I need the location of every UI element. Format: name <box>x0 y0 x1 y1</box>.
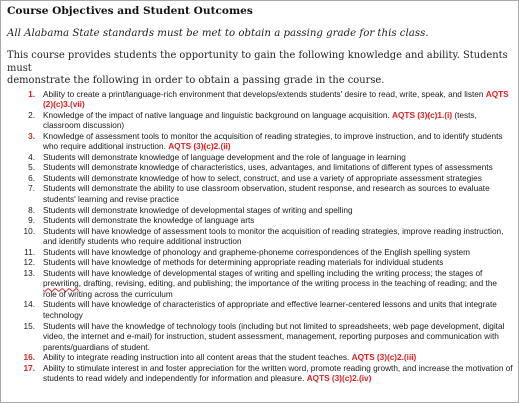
outcome-number: 15. <box>23 321 35 331</box>
outcome-number: 13. <box>23 268 35 278</box>
outcome-text: Ability to create a print/language-rich environment that develops/extends students' desire to read, write, speak, and listen <box>43 89 486 99</box>
outcome-text: Students will demonstrate knowledge of language development and the role of language in learning <box>43 152 406 162</box>
outcome-text: Students will demonstrate knowledge of developmental stages of writing and spelling <box>43 205 353 215</box>
aqts-standard-code: AQTS (3)(c)2.(ii) <box>168 142 231 152</box>
outcome-text: Students will have knowledge of assessment tools to monitor the acquisition of reading strategies, improve reading instruction, and identify students who require additional instruction <box>43 226 504 247</box>
aqts-standard-code: AQTS (3)(c)1.(i) <box>392 110 453 120</box>
outcome-number: 4. <box>28 152 35 162</box>
outcome-item <box>7 364 513 385</box>
outcome-number: 16. <box>23 353 35 363</box>
outcome-item <box>7 216 513 227</box>
intro-line-2: demonstrate the following in order to obtain a passing grade in the course. <box>7 75 385 86</box>
outcome-number: 12. <box>23 258 35 268</box>
outcome-item <box>7 174 513 185</box>
outcome-text: Knowledge of assessment tools to monitor the acquisition of reading strategies, to improve instruction, and to identify students who require additional instruction. <box>43 131 503 152</box>
outcome-number: 3. <box>28 131 35 141</box>
outcomes-list <box>7 90 513 385</box>
outcome-text: Ability to integrate reading instruction into all content areas that the student teaches. <box>43 353 352 363</box>
outcome-number: 6. <box>28 173 35 183</box>
outcome-number: 1. <box>28 89 35 99</box>
aqts-standard-code: AQTS (3)(c)2.(iii) <box>351 353 417 363</box>
outcome-number: 17. <box>23 363 35 373</box>
outcome-text: Students will have knowledge of methods for determining appropriate reading materials for individual students <box>43 258 444 268</box>
outcome-item <box>7 258 513 269</box>
section-heading: Course Objectives and Student Outcomes <box>7 5 253 17</box>
outcome-item <box>7 153 513 164</box>
outcome-item <box>7 184 513 205</box>
outcome-number: 7. <box>28 184 35 194</box>
outcome-text: Students will have the knowledge of technology tools (including but not limited to spreadsheets, web page development, digital video, the internet and e-mail) for instruction, student assessment, management, reporting purposes and communication with parents/guardians of student. <box>43 321 505 352</box>
aqts-standard-code: AQTS (3)(c)2.(iv) <box>306 374 372 384</box>
outcome-note: (tests, classroom discussion) <box>43 110 477 131</box>
outcome-item <box>7 248 513 259</box>
intro-paragraph <box>7 50 513 88</box>
standards-note: All Alabama State standards must be met to obtain a passing grade for this class. <box>7 28 429 39</box>
outcome-number: 9. <box>28 216 35 226</box>
spellcheck-flagged-word: prewriting <box>43 279 79 289</box>
outcome-number: 8. <box>28 205 35 215</box>
outcome-item <box>7 353 513 364</box>
intro-line-1: This course provides students the opportunity to gain the following knowledge and ability. Students must <box>7 50 508 74</box>
document-content <box>7 5 513 385</box>
outcome-text: Students will demonstrate knowledge of characteristics, uses, advantages, and limitations of different types of assessments <box>43 163 493 173</box>
outcome-text: Students will have knowledge of characteristics of appropriate and effective learner-centered lessons and units that integrate technology <box>43 300 497 320</box>
outcome-item <box>7 322 513 354</box>
outcome-text: Students will demonstrate knowledge of how to select, construct, and use a variety of appropriate assessment strategies <box>43 173 482 183</box>
outcome-item <box>7 90 513 111</box>
outcome-number: 5. <box>28 163 35 173</box>
outcome-item <box>7 163 513 174</box>
aqts-standard-code: AQTS (2)(c)3.(vii) <box>43 89 509 110</box>
outcome-text: Students will demonstrate the knowledge of language arts <box>43 216 255 226</box>
outcome-text: Students will have knowledge of phonology and grapheme-phoneme correspondences of the English spelling system <box>43 247 470 257</box>
outcome-number: 2. <box>28 110 35 120</box>
outcome-item <box>7 269 513 301</box>
outcome-text: Students will demonstrate the ability to use classroom observation, student response, and research as sources to evaluate students' learning and revise practice <box>43 184 490 204</box>
outcome-item <box>7 227 513 248</box>
outcome-item <box>7 111 513 132</box>
outcome-text-continued: , drafting, revising, editing, and publishing; the importance of the writing process in the teaching of reading; and the role of writing across the curriculum <box>43 279 498 299</box>
outcome-item <box>7 206 513 217</box>
outcome-number: 11. <box>24 247 35 257</box>
outcome-number: 10. <box>23 226 35 236</box>
outcome-text: Knowledge of the impact of native language and linguistic background on language acquisition. <box>43 110 393 120</box>
outcome-item <box>7 300 513 321</box>
outcome-item <box>7 132 513 153</box>
outcome-text: Ability to stimulate interest in and foster appreciation for the written word, promote reading growth, and increase the motivation of students to read widely and independently for information and pleasure. <box>43 363 513 384</box>
outcome-text: Students will have knowledge of developmental stages of writing and spelling including the writing process; the stages of <box>43 268 483 278</box>
outcome-number: 14. <box>23 300 35 310</box>
